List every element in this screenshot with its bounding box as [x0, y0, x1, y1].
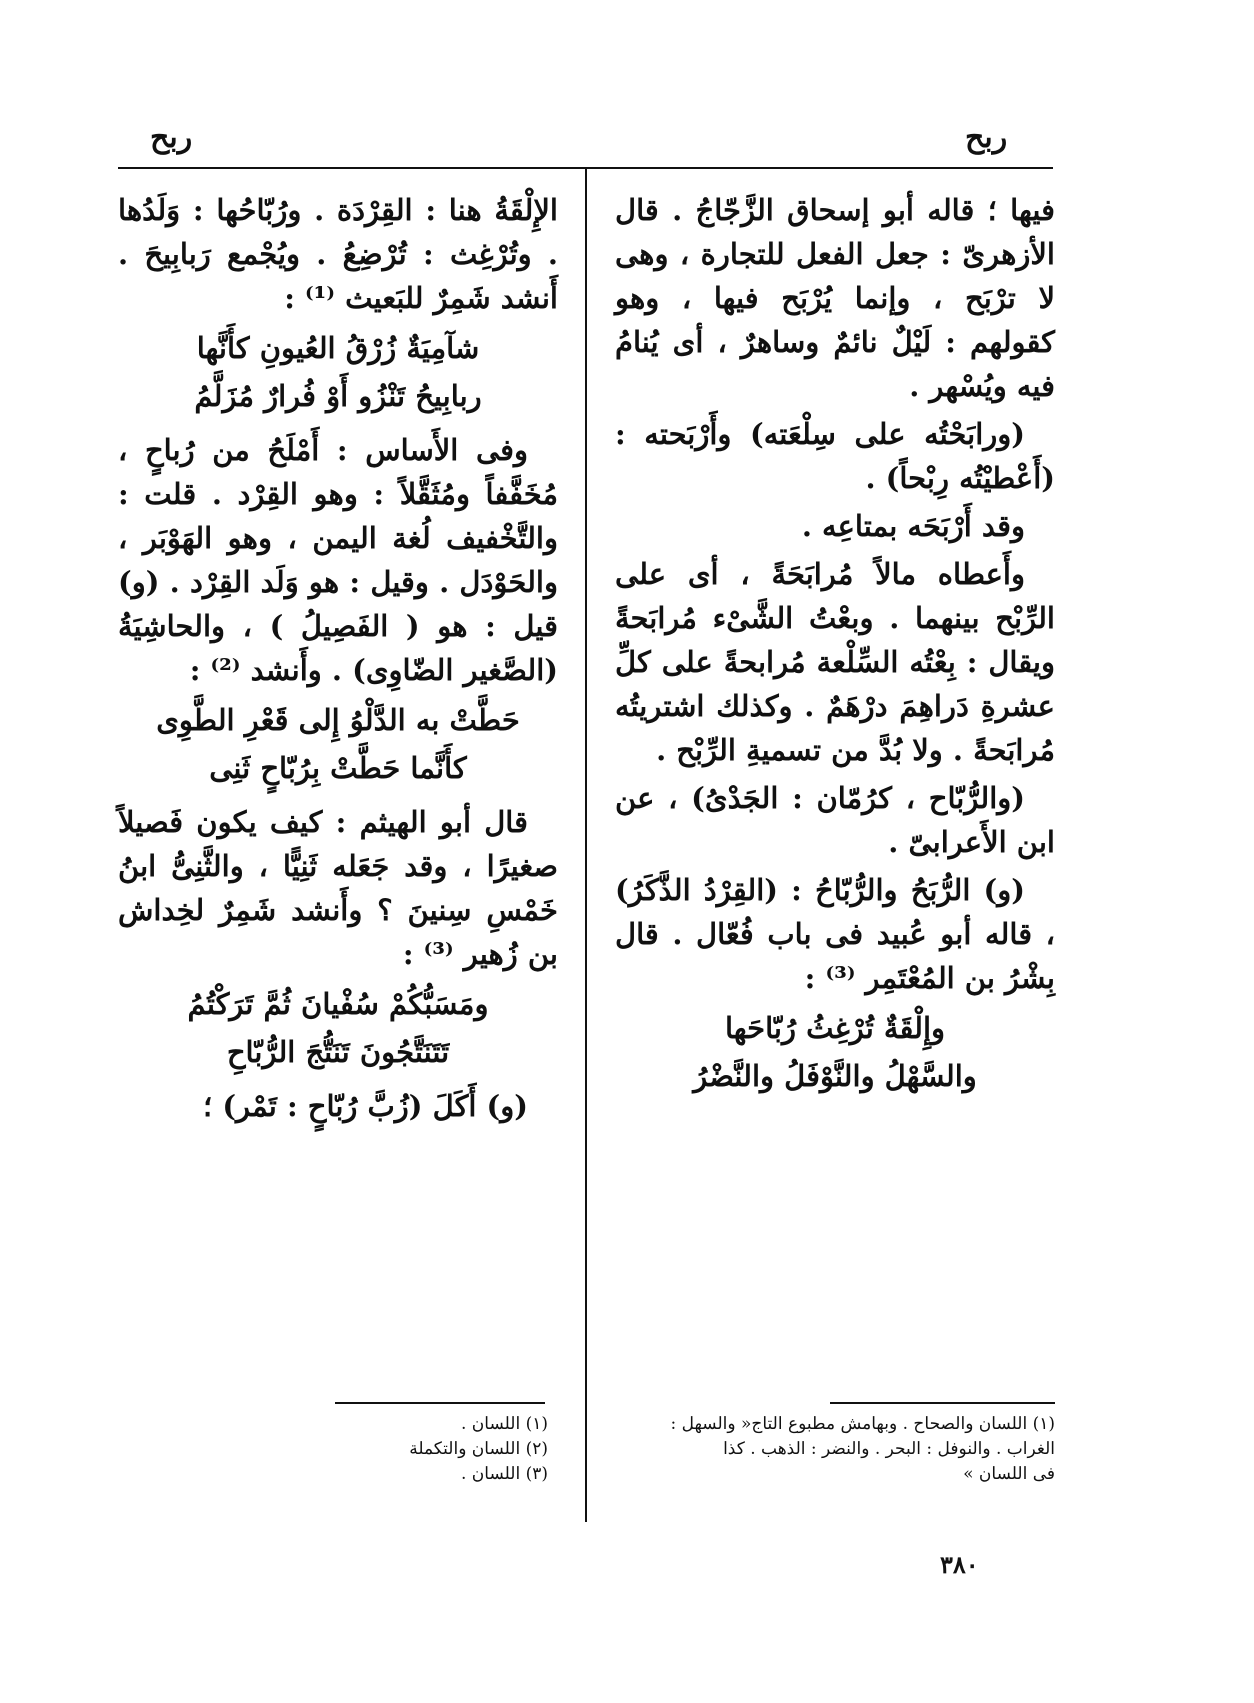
right-verse	[615, 1004, 1055, 1100]
footnotes-left	[330, 1412, 548, 1487]
footnote-line: (١) اللسان والصحاح . وبهامش مطبوع التاج« والسهل :	[670, 1414, 1055, 1434]
footnote-rule-right	[830, 1402, 1055, 1404]
running-head-right: ربح	[965, 120, 1008, 155]
left-paragraph-2: وفى الأَساس : أَمْلَحُ من رُباحٍ ، مُخَفَّفاً ومُثَقَّلاً : وهو القِرْد . قلت : والتَّخْفيف لُغة اليمن ، وهو الهَوْبَر ، والحَوْدَل . وقيل : هو وَلَد القِرْد . (و) قيل : هو ( الفَصِيلُ ) ، والحاشِيَةُ (الصَّغير الضّاوِى) . وأَنشد ⁽²⁾ :	[118, 433, 558, 687]
verse-line: تَتَنَتَّجُونَ تَنَتُّجَ الرُّبّاحِ	[226, 1035, 450, 1069]
left-paragraph-3: قال أبو الهيثم : كيف يكون فَصيلاً صغيرًا ، وقد جَعَله ثَنِيًّا ، والثَّنِىُّ ابنُ خَمْسِ سِنينَ ؟ وأَنشد شَمِرٌ لخِداش بن زُهير ⁽³⁾ :	[118, 805, 558, 971]
verse-line: وإِلْقَةٌ تُرْغِثُ رُبّاحَها	[724, 1011, 946, 1045]
left-column	[118, 188, 558, 1132]
verse-line: شآمِيَةٌ زُرْقُ العُيونِ كأَنَّها	[196, 331, 480, 365]
right-column	[615, 188, 1055, 1108]
verse-line: كأَنَّما حَطَّتْ بِرُبّاحٍ ثَنِى	[209, 751, 467, 785]
footnote-1: (١) اللسان .	[461, 1414, 548, 1434]
footnote-line: فى اللسان »	[963, 1464, 1055, 1484]
verse-line: والسَّهْلُ والنَّوْفَلُ والنَّضْرُ	[693, 1059, 977, 1093]
footnote-rule-left	[335, 1402, 545, 1404]
left-verse-1	[118, 324, 558, 420]
left-paragraph-4: (و) أَكَلَ (زُبَّ رُبّاحٍ : تَمْر) ؛	[203, 1089, 528, 1123]
left-verse-2	[118, 696, 558, 792]
verse-line: ربابِيحُ تَنْزُو أَوْ فُرارٌ مُزَلَّمُ	[194, 379, 482, 413]
footnote-line: الغراب . والنوفل : البحر . والنضر : الذهب . كذا	[723, 1439, 1055, 1459]
right-paragraph-6: (و) الرُّبَحُ والرُّبّاحُ : (القِرْدُ الذَّكَرُ) ، قاله أبو عُبيد فى باب فُعّال . قال بِشْرُ بن المُعْتَمِر ⁽³⁾ :	[615, 873, 1055, 995]
right-paragraph-4: وأَعطاه مالاً مُرابَحَةً ، أى على الرِّبْح بينهما . وبعْتُ الشَّىْء مُرابَحةً ويقال : بِعْتُه السِّلْعة مُرابحةً على كلِّ عشرةِ دَراهِمَ درْهَمٌ . وكذلك اشتريتُه مُرابَحةً . ولا بُدَّ من تسميةِ الرِّبْح .	[615, 557, 1055, 767]
verse-line: ومَسَبُّكُمْ سُفْيانَ ثُمَّ تَرَكْتُمُ	[187, 987, 489, 1021]
footnote-2: (٢) اللسان والتكملة	[409, 1439, 548, 1459]
column-divider	[585, 167, 587, 1522]
footnote-3: (٣) اللسان .	[461, 1464, 548, 1484]
footnotes-right	[615, 1412, 1055, 1487]
left-verse-3	[118, 980, 558, 1076]
right-paragraph-5: (والرُّبّاح ، كرُمّان : الجَدْىُ) ، عن ابن الأَعرابىّ .	[615, 781, 1055, 859]
verse-line: حَطَّتْ به الدَّلْوُ إِلى قَعْرِ الطَّوِى	[156, 703, 520, 737]
right-paragraph-1: فيها ؛ قاله أبو إسحاق الزَّجّاجُ . قال الأزهرىّ : جعل الفعل للتجارة ، وهى لا ترْبَح ، وإنما يُرْبَح فيها ، وهو كقولهم : لَيْلٌ نائمٌ وساهرٌ ، أى يُنامُ فيه ويُسْهر .	[615, 193, 1055, 403]
running-head-left: ربح	[150, 120, 193, 155]
right-paragraph-2: (ورابَحْتُه على سِلْعَته) وأَرْبَحته : (أَعْطيْتُه رِبْحاً) .	[615, 417, 1055, 495]
right-paragraph-3: وقد أَرْبَحَه بمتاعِه .	[801, 509, 1025, 543]
left-paragraph-1: الإِلْقَةُ هنا : القِرْدَة . ورُبّاحُها : وَلَدُها . وتُرْغِث : تُرْضِعُ . ويُجْمع رَبابِيحَ . أَنشد شَمِرٌ للبَعيث ⁽¹⁾ :	[118, 193, 558, 315]
page-number: ٣٨٠	[940, 1550, 979, 1579]
